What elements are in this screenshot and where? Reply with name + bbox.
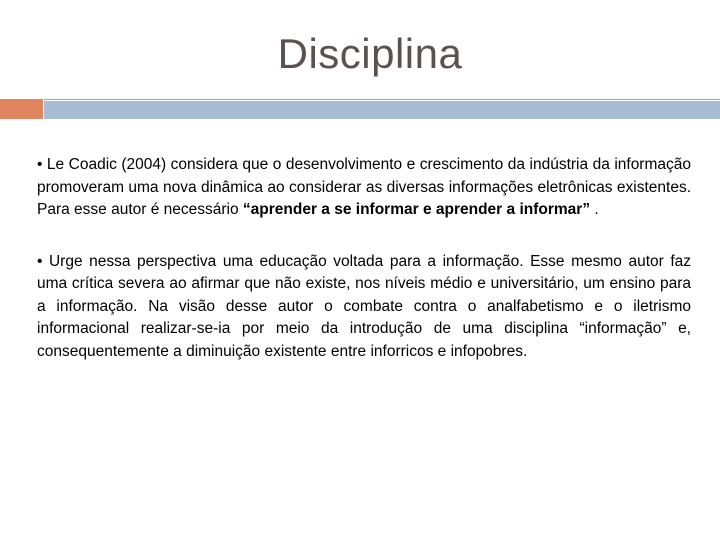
bullet-emphasis-quote: “aprender a se informar e aprender a informar” xyxy=(242,201,591,218)
slide-title: Disciplina xyxy=(277,30,463,77)
bullet-marker: • xyxy=(37,156,47,173)
accent-bar xyxy=(0,99,43,119)
bullet-paragraph-1 xyxy=(37,154,691,222)
title-rule-top-line xyxy=(44,99,720,100)
slide-body xyxy=(37,154,691,363)
bullet-marker: • xyxy=(37,252,49,270)
bullet-text: Le Coadic (2004) considera que o desenvolvimento e crescimento da indústria da informação promoveram uma nova dinâmica ao considerar as diversas informações eletrônicas existentes. Para esse autor é necessário xyxy=(37,156,691,218)
title-rule-bar xyxy=(44,101,720,119)
bullet-text: Urge nessa perspectiva uma educação voltada para a informação. Esse mesmo autor faz uma crítica severa ao afirmar que não existe, nos níveis médio e universitário, um ensino para a informação. Na visão desse autor o combate contra o analfabetismo e o iletrismo informacional realizar-se-ia por meio da introdução de uma disciplina “informação” e, consequentemente a diminuição existente entre inforricos e infopobres. xyxy=(37,252,692,360)
bullet-text-end: . xyxy=(590,201,599,218)
bullet-paragraph-2 xyxy=(37,251,691,364)
